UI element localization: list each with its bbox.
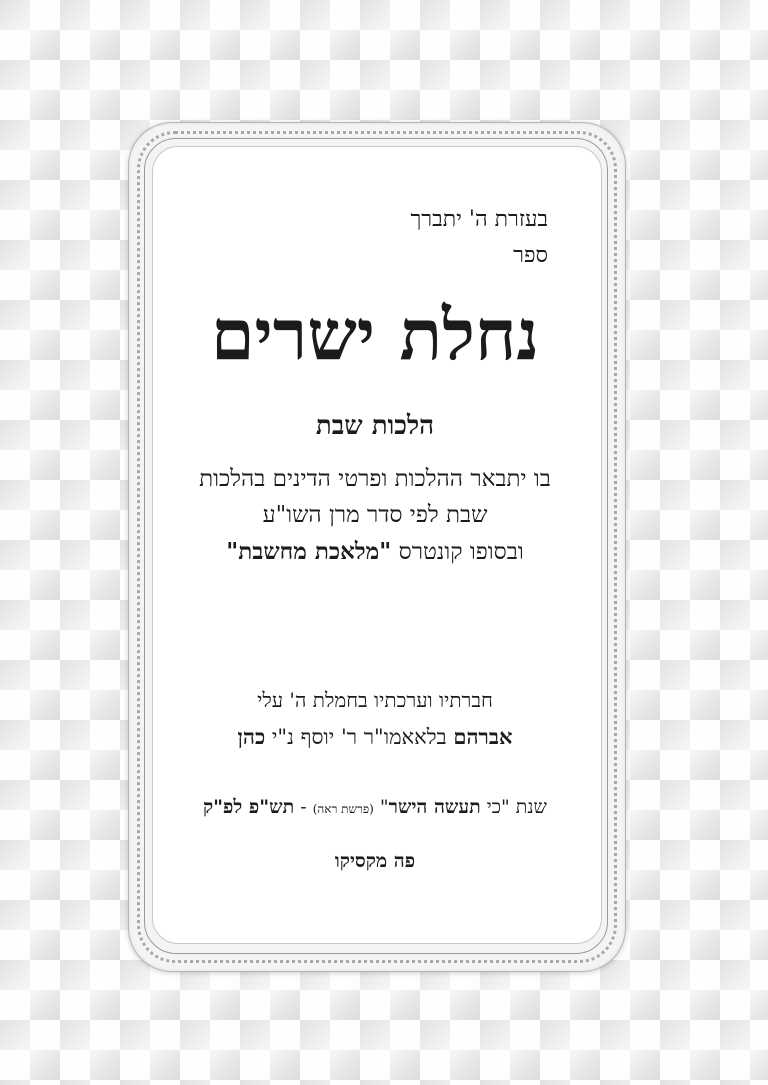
description-line-2: שבת לפי סדר מרן השו"ע <box>262 502 488 528</box>
year-verse: תעשה הישר <box>388 796 481 818</box>
author-intro: חברתיו וערכתיו בחמלת ה' עלי <box>257 688 493 712</box>
author-name <box>170 724 580 750</box>
book-word: ספר <box>513 243 548 268</box>
publication-year <box>170 796 580 819</box>
author-first-name: אברהם <box>453 724 513 749</box>
description-prefix: ובסופו קונטרס <box>391 539 524 565</box>
year-prefix: שנת "כי <box>480 796 547 818</box>
invocation-text: בעזרת ה' יתברך <box>410 207 548 232</box>
description-line-1: בו יתבאר ההלכות ופרטי הדינים בהלכות <box>199 466 551 492</box>
year-separator: - <box>300 796 307 818</box>
parsha-note: (פרשת ראה) <box>312 802 374 816</box>
subject-heading: הלכות שבת <box>315 411 435 441</box>
place-of-publication: פה מקסיקו <box>334 850 416 872</box>
book-title: נחלת ישרים <box>210 293 540 376</box>
description-line-3 <box>170 538 580 565</box>
year-quote: " <box>379 796 389 818</box>
author-surname: כהן <box>237 724 266 749</box>
kuntres-title: "מלאכת מחשבת" <box>226 538 392 565</box>
year-date: תש"פ לפ"ק <box>202 796 295 818</box>
author-father: בלאאמו"ר ר' יוסף נ"י <box>265 725 454 749</box>
